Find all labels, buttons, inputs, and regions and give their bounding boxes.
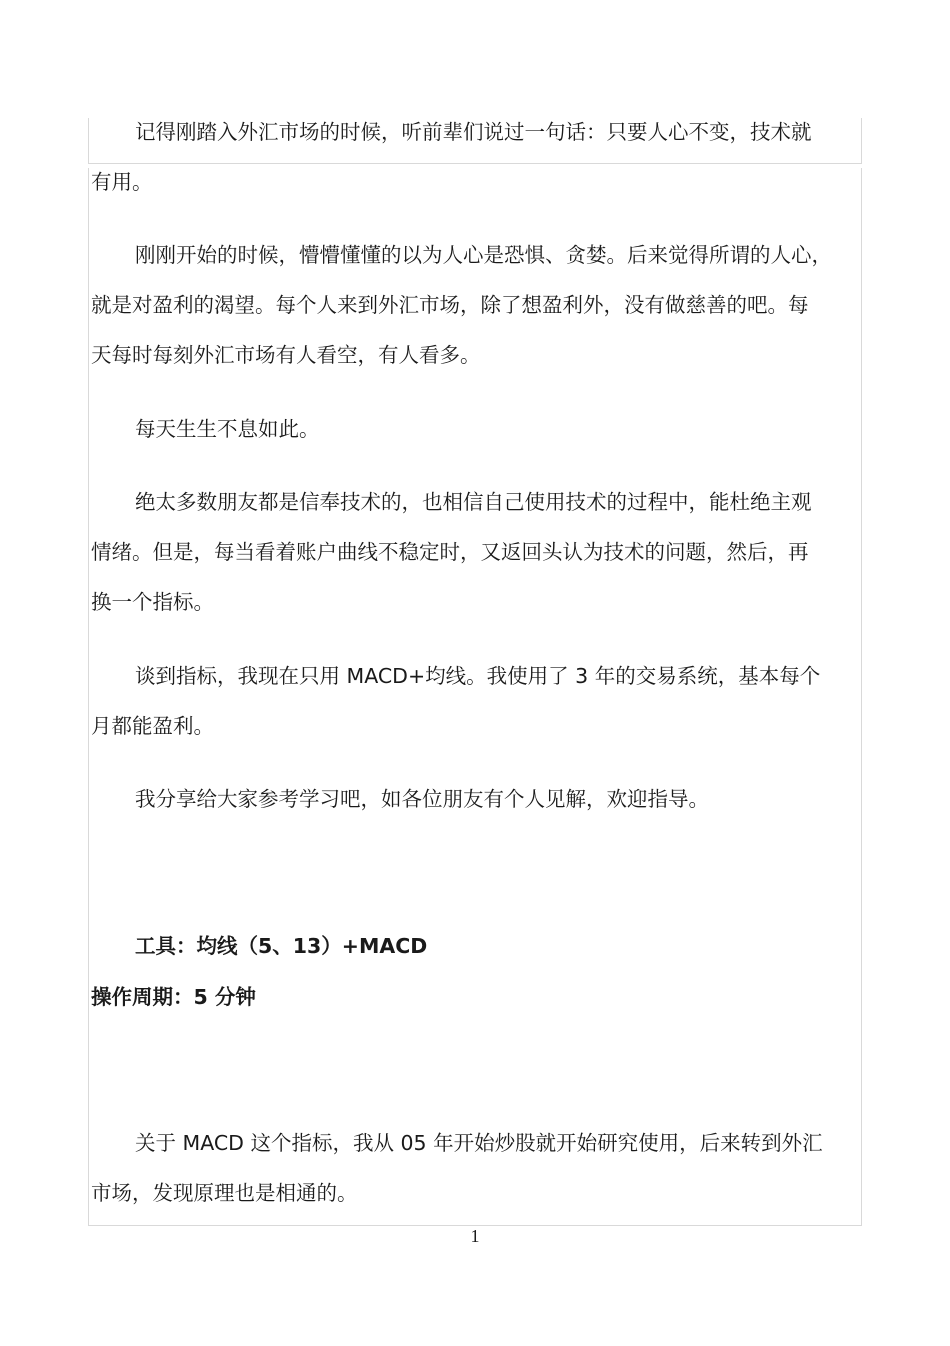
paragraph-1-line-1: 记得刚踏入外汇市场的时候，听前辈们说过一句话：只要人心不变，技术就	[135, 120, 812, 144]
period-heading: 操作周期：5 分钟	[91, 985, 256, 1009]
paragraph-5-line-1: 谈到指标，我现在只用 MACD+均线。我使用了 3 年的交易系统，基本每个	[135, 664, 821, 688]
paragraph-1-line-2: 有用。	[91, 170, 153, 194]
paragraph-2-line-1: 刚刚开始的时候，懵懵懂懂的以为人心是恐惧、贪婪。后来觉得所谓的人心，	[135, 243, 832, 267]
paragraph-4-line-3: 换一个指标。	[91, 590, 214, 614]
tools-heading: 工具：均线（5、13）+MACD	[135, 934, 428, 958]
paragraph-4-line-2: 情绪。但是，每当看着账户曲线不稳定时，又返回头认为技术的问题，然后，再	[91, 540, 809, 564]
paragraph-2-line-2: 就是对盈利的渴望。每个人来到外汇市场，除了想盈利外，没有做慈善的吧。每	[91, 293, 809, 317]
page-frame-main	[88, 168, 862, 1226]
paragraph-3-line-1: 每天生生不息如此。	[135, 417, 320, 441]
page-number: 1	[470, 1226, 480, 1246]
paragraph-6-line-1: 我分享给大家参考学习吧，如各位朋友有个人见解，欢迎指导。	[135, 787, 709, 811]
paragraph-2-line-3: 天每时每刻外汇市场有人看空，有人看多。	[91, 343, 481, 367]
paragraph-7-line-1: 关于 MACD 这个指标，我从 05 年开始炒股就开始研究使用，后来转到外汇	[135, 1131, 823, 1155]
paragraph-7-line-2: 市场，发现原理也是相通的。	[91, 1181, 358, 1205]
paragraph-5-line-2: 月都能盈利。	[91, 714, 214, 738]
paragraph-4-line-1: 绝太多数朋友都是信奉技术的，也相信自己使用技术的过程中，能杜绝主观	[135, 490, 812, 514]
